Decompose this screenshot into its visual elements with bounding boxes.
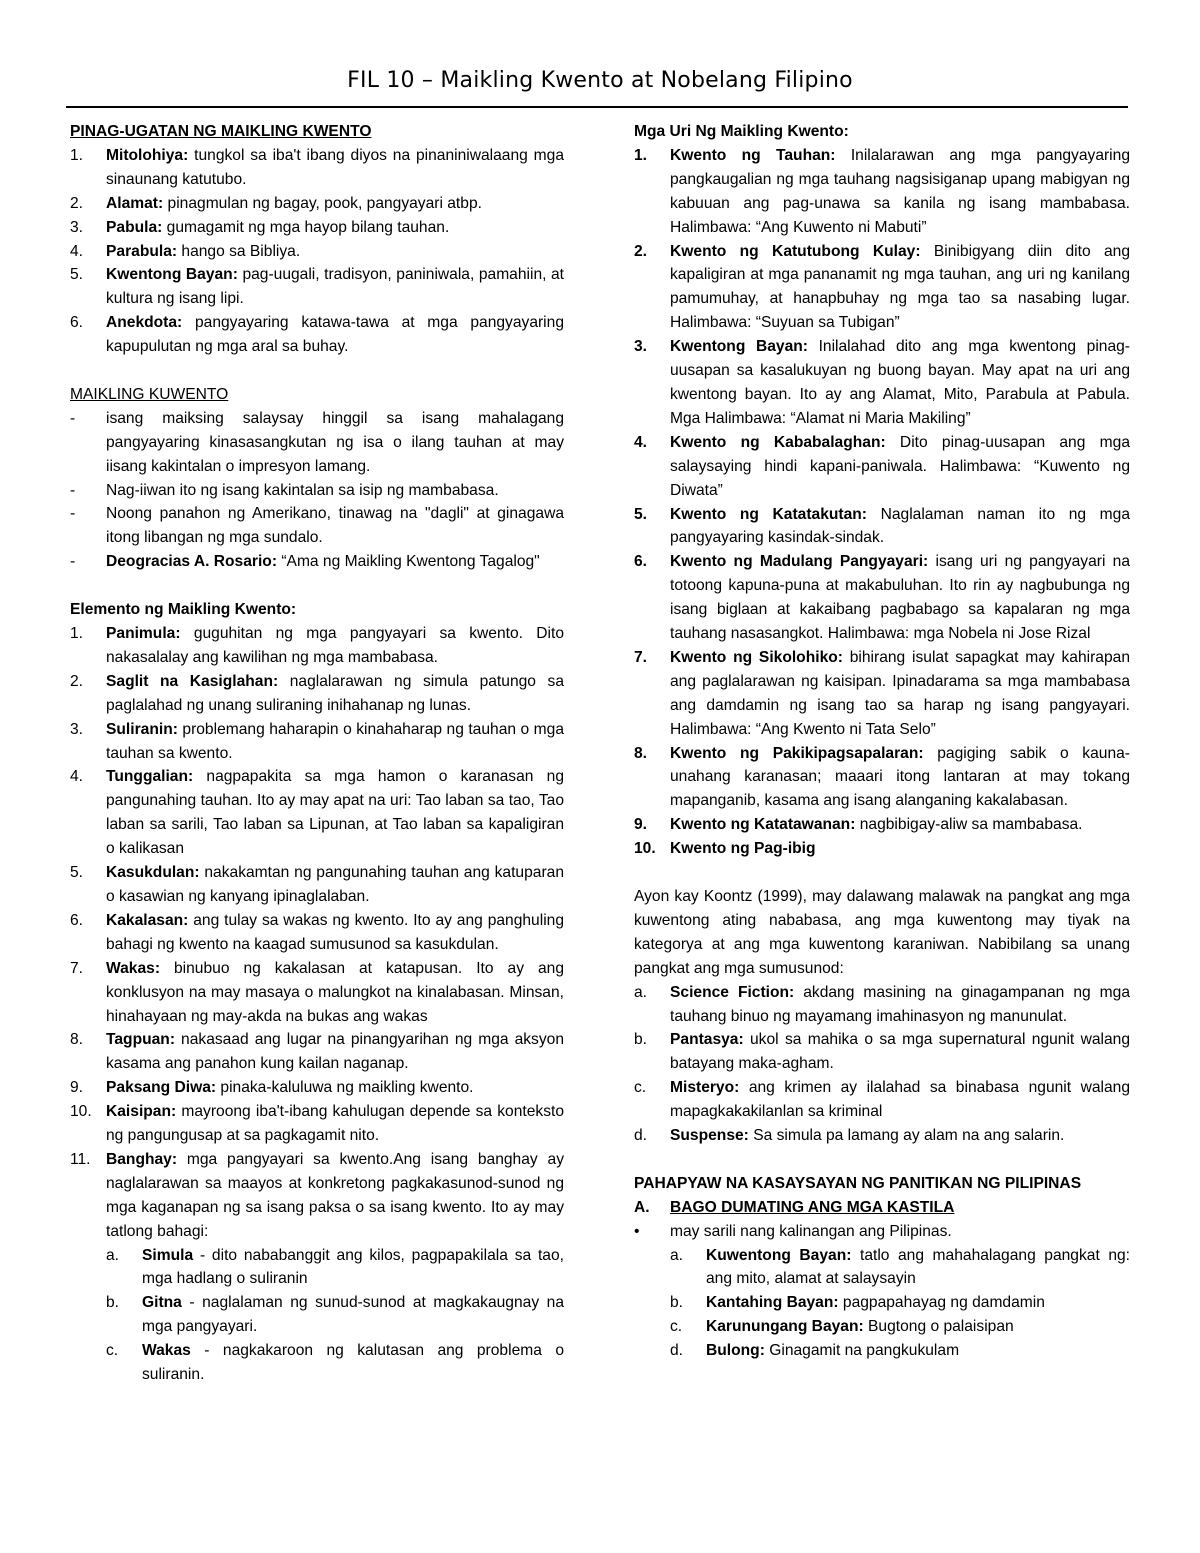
list-marker: 5. (70, 266, 84, 284)
list-item (70, 718, 564, 766)
item-text: tatlo ang mahahalagang pangkat ng: ang mito, alamat at salaysayin (706, 1246, 1130, 1288)
list-item (670, 1339, 1130, 1363)
section-pinag-ugatan (70, 120, 564, 359)
item-text: pagpapahayag ng damdamin (838, 1294, 1045, 1312)
list-marker: a. (634, 983, 648, 1001)
item-term: Pabula: (106, 218, 163, 236)
list-item (634, 550, 1130, 646)
list-item (70, 407, 564, 479)
list-item (70, 1100, 564, 1148)
item-term: Saglit na Kasiglahan: (106, 672, 279, 690)
item-text: Dito pinag-uusapan ang mga salaysaying hindi kapani-paniwala. Halimbawa: “Kuwento ng Diwata” (670, 433, 1130, 499)
right-column (634, 120, 1130, 1363)
bullet-marker: • (634, 1222, 640, 1240)
item-text: - naglalaman ng sunud-sunod at magkakaugnay na mga pangyayari. (142, 1294, 564, 1336)
item-term: Gitna (142, 1294, 182, 1312)
list-marker: - (70, 553, 76, 571)
list-marker: - (70, 505, 76, 523)
list-marker: 1. (70, 146, 84, 164)
list-marker: 11. (70, 1150, 91, 1168)
list-marker: b. (106, 1294, 120, 1312)
section-heading: Mga Uri Ng Maikling Kwento: (634, 123, 849, 140)
list-marker: 9. (634, 816, 648, 834)
section-maikling-kuwento (70, 383, 564, 574)
item-term: Banghay: (106, 1150, 178, 1168)
list-item (634, 335, 1130, 431)
list-marker: - (70, 409, 76, 427)
item-text: naglalarawan ng simula patungo sa paglalahad ng unang suliraning inihahanap ng lunas. (106, 672, 564, 714)
list-item (70, 765, 564, 861)
item-text: pinagmulan ng bagay, pook, pangyayari atbp. (163, 194, 482, 212)
item-text: may sarili nang kalinangan ang Pilipinas. (670, 1222, 952, 1240)
list-marker: 6. (70, 314, 84, 332)
item-term: Panimula: (106, 625, 181, 642)
item-text: pinaka-kaluluwa ng maikling kwento. (216, 1079, 474, 1097)
item-text: mayroong iba't-ibang kahulugan depende sa konteksto ng pangungusap at sa pagkagamit nito. (106, 1103, 564, 1145)
item-text: Ginagamit na pangkukulam (764, 1342, 960, 1360)
list-item (670, 1315, 1130, 1339)
list-marker: d. (670, 1342, 684, 1360)
list-item (70, 861, 564, 909)
list-marker: 4. (70, 242, 84, 260)
item-text: guguhitan ng mga pangyayari sa kwento. Dito nakasalalay ang kawilihan ng mga mambabasa. (106, 625, 564, 666)
item-text: akdang masining na ginagampanan ng mga tauhang binuo ng mayamang imahinasyon ng manunulat. (670, 983, 1130, 1025)
list-item (70, 1076, 564, 1100)
item-term: Kwento ng Katatawanan: (670, 816, 856, 834)
list-marker: 5. (634, 505, 648, 523)
list-item (634, 1028, 1130, 1076)
list-item (634, 240, 1130, 336)
item-term: Paksang Diwa: (106, 1079, 217, 1097)
section-pahapyaw (634, 1172, 1130, 1363)
list-item (70, 670, 564, 718)
item-term: Kaisipan: (106, 1103, 177, 1121)
section-heading: PAHAPYAW NA KASAYSAYAN NG PANITIKAN NG PILIPINAS (634, 1174, 1082, 1192)
list-marker: b. (634, 1031, 648, 1049)
list-marker: d. (634, 1127, 648, 1145)
item-term: Suliranin: (106, 720, 178, 738)
section-heading: MAIKLING KUWENTO (70, 385, 229, 403)
item-text: pangyayaring katawa-tawa at mga pangyayaring kapupulutan ng mga aral sa buhay. (106, 314, 564, 356)
title-divider (66, 106, 1128, 108)
item-text: Naglalaman naman ito ng mga pangyayaring kasindak-sindak. (670, 505, 1131, 547)
left-column (70, 120, 564, 1387)
item-term: Kuwentong Bayan: (706, 1246, 852, 1264)
item-text: nagbibigay-aliw sa mambabasa. (855, 816, 1083, 834)
section-elemento (70, 598, 564, 1387)
item-term: Parabula: (106, 242, 178, 260)
item-term: Wakas: (106, 959, 161, 977)
list-marker: 1. (70, 625, 84, 642)
list-marker: - (70, 481, 76, 499)
list-marker: 10. (634, 840, 656, 858)
item-term: Pantasya: (670, 1031, 744, 1049)
list-item (70, 240, 564, 264)
list-marker: 3. (634, 338, 648, 356)
list-item (634, 1196, 1130, 1220)
list-marker: a. (670, 1246, 684, 1264)
item-text: nakakamtan ng pangunahing tauhan ang katuparan o kasawian ng kanyang ipinaglalaban. (106, 864, 564, 905)
item-term: Kwento ng Pag-ibig (670, 840, 816, 858)
list-item (634, 646, 1130, 742)
item-term: Kwento ng Madulang Pangyayari: (670, 553, 929, 571)
list-item (70, 192, 564, 216)
item-text: mga pangyayari sa kwento.Ang isang banghay ay naglalarawan sa maayos at konkretong pagkakasunod-sunod ng mga kaganapan ng sa isang paksa o sa isang kwento. Ito ay may tatlong bahagi: (106, 1150, 564, 1240)
list-marker: c. (670, 1318, 683, 1336)
list-marker: 3. (70, 218, 84, 236)
item-term: Tagpuan: (106, 1031, 176, 1049)
item-text: isang uri ng pangyayari na totoong kapuna-puna at makabuluhan. Ito rin ay nagbubunga ng isang biglaan at kakaibang pagbabago sa kapalaran ng mga tauhang nasasangkot. Halimbawa: mga Nobela ni Jose Rizal (670, 553, 1131, 643)
item-term: Kwento ng Tauhan: (670, 146, 836, 164)
item-text: gumagamit ng mga hayop bilang tauhan. (162, 218, 450, 236)
item-term: Karunungang Bayan: (706, 1318, 864, 1336)
lettered-list (670, 1244, 1130, 1364)
list-marker: 3. (70, 720, 84, 738)
list-marker: 7. (634, 648, 648, 666)
subheading-list (634, 1196, 1130, 1244)
list-item (634, 431, 1130, 503)
section-koontz (634, 885, 1130, 1148)
banghay-parts-list (106, 1244, 564, 1387)
item-term: Kwento ng Katatakutan: (670, 505, 867, 523)
item-term: Misteryo: (670, 1079, 740, 1097)
item-text: ukol sa mahika o sa mga supernatural ngunit walang batayang maka-agham. (670, 1031, 1130, 1073)
item-term: Kwentong Bayan: (670, 338, 808, 356)
item-term: Mitolohiya: (106, 146, 189, 164)
list-item (70, 1028, 564, 1076)
item-text: - dito nababanggit ang kilos, pagpapakilala sa tao, mga hadlang o suliranin (142, 1246, 564, 1288)
numbered-list (70, 144, 564, 359)
item-text: tungkol sa iba't ibang diyos na pinaniniwalaang mga sinaunang katutubo. (106, 146, 564, 188)
list-marker: 2. (70, 194, 84, 212)
item-term: Science Fiction: (670, 983, 795, 1001)
list-item (70, 550, 564, 574)
item-term: Kwento ng Pakikipagsapalaran: (670, 744, 924, 762)
list-item (634, 1076, 1130, 1124)
section-mga-uri (634, 120, 1130, 861)
item-term: Suspense: (670, 1127, 749, 1145)
list-item (70, 311, 564, 359)
list-marker: 6. (70, 911, 84, 929)
sub-heading: BAGO DUMATING ANG MGA KASTILA (670, 1198, 955, 1216)
list-item (70, 479, 564, 503)
item-term: Kakalasan: (106, 911, 189, 929)
list-item (106, 1339, 564, 1387)
list-marker: b. (670, 1294, 684, 1312)
list-marker: A. (634, 1198, 650, 1216)
numbered-list (634, 144, 1130, 861)
list-item (70, 909, 564, 957)
item-text: Binibigyang diin dito ang kapaligiran at mga pananamit ng mga tauhan, ang uri ng kanilang pamumuhay, at hanapbuhay ng mga tao sa nasabing lugar. Halimbawa: “Suyuan sa Tubigan” (670, 242, 1131, 332)
page-title: FIL 10 – Maikling Kwento at Nobelang Filipino (347, 68, 853, 93)
item-text: binubuo ng kakalasan at katapusan. Ito ay ang konklusyon na may masaya o malungkot na kinalabasan. Minsan, hinahayaan ng may-akda na bukas ang wakas (106, 959, 564, 1025)
item-term: Kasukdulan: (106, 864, 200, 882)
item-text: problemang haharapin o kinahaharap ng tauhan o mga tauhan sa kwento. (106, 720, 564, 762)
item-term: Kwentong Bayan: (106, 266, 238, 284)
list-item (70, 144, 564, 192)
list-marker: 8. (70, 1031, 84, 1049)
list-item (634, 981, 1130, 1029)
list-item (634, 1124, 1130, 1148)
item-text: Bugtong o palaisipan (863, 1318, 1014, 1336)
item-term: Deogracias A. Rosario: (106, 553, 278, 571)
item-term: Wakas (142, 1342, 191, 1360)
item-term: Kantahing Bayan: (706, 1294, 839, 1312)
item-text: Nag-iiwan ito ng isang kakintalan sa isip ng mambabasa. (106, 481, 499, 499)
item-term: Kwento ng Kababalaghan: (670, 433, 886, 451)
list-item (670, 1244, 1130, 1292)
item-text: Noong panahon ng Amerikano, tinawag na "dagli" at ginagawa itong libangan ng mga sundalo. (106, 505, 564, 547)
list-item (634, 503, 1130, 551)
item-term: Anekdota: (106, 314, 183, 332)
item-text: Sa simula pa lamang ay alam na ang salarin. (748, 1127, 1065, 1145)
list-marker: 4. (70, 768, 84, 786)
list-marker: a. (106, 1246, 120, 1264)
list-marker: 4. (634, 433, 648, 451)
list-item (670, 1291, 1130, 1315)
item-text: pag-uugali, tradisyon, paniniwala, pamahiin, at kultura ng isang lipi. (106, 266, 565, 308)
list-marker: 2. (70, 672, 84, 690)
item-text: Inilalarawan ang mga pangyayaring pangkaugalian ng mga tauhang nagsisiganap upang mabigyan ng kabuuan ang pag-unawa sa kanila ng isang mambabasa. Halimbawa: “Ang Kuwento ni Mabuti” (670, 146, 1130, 236)
list-item (634, 144, 1130, 240)
koontz-paragraph: Ayon kay Koontz (1999), may dalawang malawak na pangkat ang mga kuwentong ating nababasa, ang mga kuwentong may tiyak na kategorya at ang mga kuwentong karaniwan. Nabibilang sa unang pangkat ang mga sumusunod: (634, 887, 1130, 977)
item-text: pagiging sabik o kauna-unahang karanasan; maaari itong lantaran at may tokang mapanganib, kasama ang isang alanganing kakalabasan. (670, 744, 1130, 810)
list-marker: 7. (70, 959, 84, 977)
list-item (70, 1148, 564, 1244)
item-term: Alamat: (106, 194, 164, 212)
list-item (106, 1244, 564, 1292)
list-item (634, 837, 1130, 861)
list-marker: 5. (70, 864, 84, 882)
item-text: - nagkakaroon ng kalutasan ang problema o suliranin. (142, 1342, 564, 1384)
item-term: Simula (142, 1246, 194, 1264)
list-marker: 10. (70, 1103, 92, 1121)
list-item (70, 263, 564, 311)
list-item (70, 502, 564, 550)
section-heading: Elemento ng Maikling Kwento: (70, 601, 297, 619)
lettered-list (634, 981, 1130, 1148)
dash-list (70, 407, 564, 574)
list-item (634, 742, 1130, 814)
numbered-list (70, 622, 564, 1244)
list-marker: 6. (634, 553, 648, 571)
list-marker: 1. (634, 146, 648, 164)
list-item (70, 622, 564, 670)
list-item (634, 813, 1130, 837)
list-marker: 8. (634, 744, 648, 762)
item-term: Kwento ng Katutubong Kulay: (670, 242, 921, 260)
section-heading: PINAG-UGATAN NG MAIKLING KWENTO (70, 123, 372, 140)
item-text: nagpapakita sa mga hamon o karanasan ng pangunahing tauhan. Ito ay may apat na uri: Tao laban sa tao, Tao laban sa sarili, Tao laban sa Lipunan, at Tao laban sa kapaligiran o kalikasan (106, 768, 564, 858)
item-text: “Ama ng Maikling Kwentong Tagalog" (277, 553, 540, 571)
item-text: isang maiksing salaysay hinggil sa isang mahalagang pangyayaring kinasasangkutan ng isa o ilang tauhan at may iisang kakintalan o impresyon lamang. (106, 409, 564, 475)
item-text: hango sa Bibliya. (177, 242, 301, 260)
item-text: bihirang isulat sapagkat may kahirapan ang paglalarawan ng kaisipan. Ipinadarama sa mga mambabasa ang damdamin ng isang tao sa harap ng isang pangyayari. Halimbawa: “Ang Kwento ni Tata Selo” (670, 648, 1130, 738)
list-marker: 9. (70, 1079, 84, 1097)
list-item (106, 1291, 564, 1339)
list-item (634, 1220, 1130, 1244)
list-item (70, 216, 564, 240)
item-term: Tunggalian: (106, 768, 194, 786)
list-marker: 2. (634, 242, 648, 260)
list-marker: c. (106, 1342, 119, 1360)
item-term: Kwento ng Sikolohiko: (670, 648, 843, 666)
list-item (70, 957, 564, 1029)
item-text: ang tulay sa wakas ng kwento. Ito ay ang panghuling bahagi ng kwento na kaagad sumusunod sa kasukdulan. (106, 911, 564, 953)
item-text: ang krimen ay ilalahad sa binabasa ngunit walang mapagkakakilanlan sa kriminal (670, 1079, 1130, 1121)
item-term: Bulong: (706, 1342, 765, 1360)
list-marker: c. (634, 1079, 647, 1097)
item-text: Inilalahad dito ang mga kwentong pinag-uusapan sa kasalukuyan ng buong bayan. May apat na uri ang kwentong bayan. Ito ay ang Alamat, Mito, Parabula at Pabula. Mga Halimbawa: “Alamat ni Maria Makiling” (670, 338, 1130, 427)
item-text: nakasaad ang lugar na pinangyarihan ng mga aksyon kasama ang panahon kung kailan naganap. (106, 1031, 564, 1073)
